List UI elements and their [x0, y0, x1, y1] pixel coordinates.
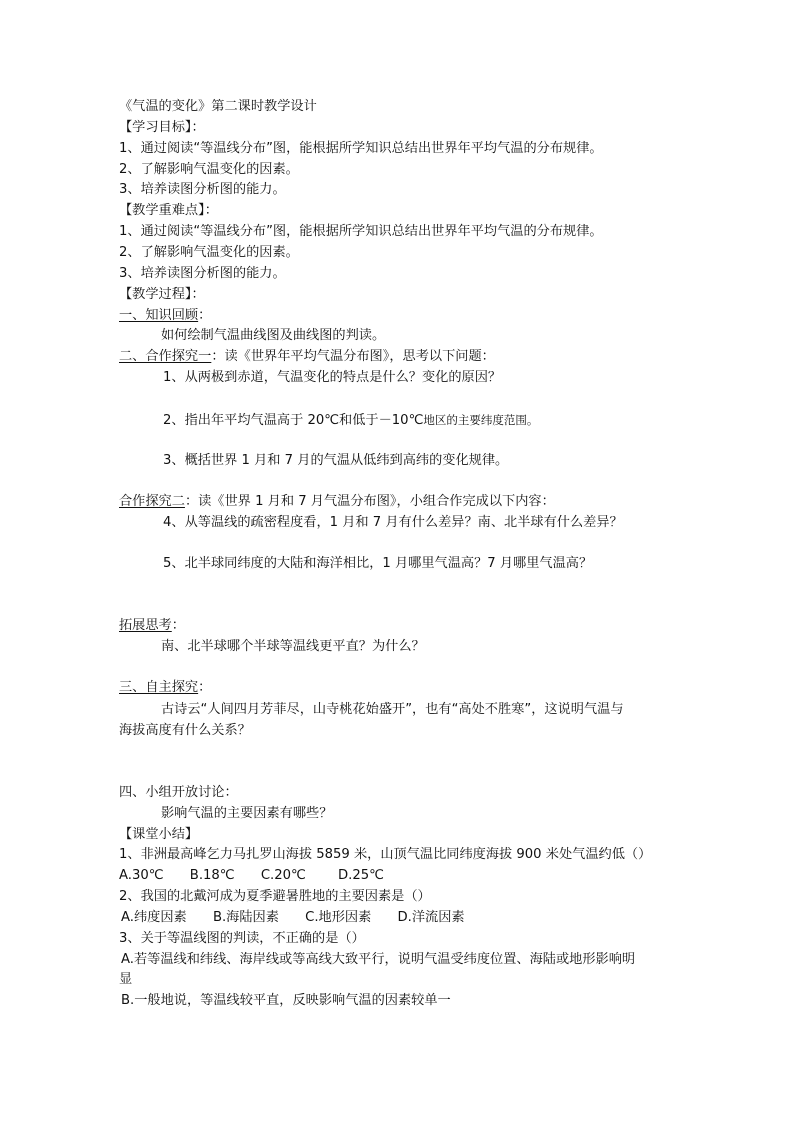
- exercise-3-option-a: A.若等温线和纬线、海岸线或等高线大致平行，说明气温受纬度位置、海陆或地形影响明: [121, 952, 636, 967]
- key-point-item: 2、了解影响气温变化的因素。: [119, 245, 299, 260]
- key-point-item: 3、培养读图分析图的能力。: [119, 266, 286, 281]
- section1-heading: [119, 306, 211, 326]
- section3-heading: [119, 678, 211, 698]
- summary-heading: 【课堂小结】: [119, 827, 199, 842]
- option-d: D.洋流因素: [397, 910, 465, 925]
- option-b: B.18℃: [189, 868, 235, 883]
- exercise-1-options: [119, 866, 384, 886]
- exercise-2: 2、我国的北戴河成为夏季避暑胜地的主要因素是（）: [119, 889, 431, 904]
- extension-colon: ：: [171, 618, 185, 633]
- section3-line1: 古诗云“人间四月芳菲尽，山寺桃花始盛开”，也有“高处不胜寒”，这说明气温与: [161, 702, 624, 717]
- section2-heading: [119, 347, 495, 367]
- section3-colon: ：: [198, 680, 212, 695]
- option-c: C.20℃: [260, 868, 306, 883]
- option-c: C.地形因素: [305, 910, 372, 925]
- exercise-1: 1、非洲最高峰乞力马扎罗山海拔 5859 米，山顶气温比同纬度海拔 900 米处气温约低（）: [119, 847, 652, 862]
- question-4: 4、从等温线的疏密程度看，1 月和 7 月有什么差异？南、北半球有什么差异？: [163, 515, 623, 530]
- process-heading: 【教学过程】：: [119, 287, 205, 302]
- objective-item: 3、培养读图分析图的能力。: [119, 182, 286, 197]
- option-b: B.海陆因素: [212, 910, 279, 925]
- option-a: A.30℃: [119, 868, 164, 883]
- section4-heading: 四、小组开放讨论：: [119, 785, 238, 800]
- exercise-2-options: [121, 908, 465, 928]
- section2b-label: 合作探究二: [119, 494, 185, 509]
- document-title: 《气温的变化》第二课时教学设计: [119, 99, 317, 114]
- question-2-part-b: 地区的主要纬度范围。: [423, 413, 539, 427]
- question-5: 5、北半球同纬度的大陆和海洋相比，1 月哪里气温高？7 月哪里气温高？: [163, 556, 593, 571]
- section1-colon: ：: [198, 308, 212, 323]
- option-a: A.纬度因素: [121, 910, 187, 925]
- section2-intro: ：读《世界年平均气温分布图》，思考以下问题：: [211, 349, 495, 364]
- section3-label: 三、自主探究: [119, 680, 199, 695]
- question-3: 3、概括世界 1 月和 7 月的气温从低纬到高纬的变化规律。: [163, 453, 509, 468]
- section3-line2: 海拔高度有什么关系？: [119, 723, 251, 738]
- objectives-heading: 【学习目标】：: [119, 120, 205, 135]
- exercise-3-option-b: B.一般地说，等温线较平直，反映影响气温的因素较单一: [121, 993, 451, 1008]
- extension-label: 拓展思考: [119, 618, 172, 633]
- question-2-part-a: 2、指出年平均气温高于 20℃和低于－10℃: [163, 413, 424, 428]
- objective-item: 2、了解影响气温变化的因素。: [119, 162, 299, 177]
- section1-label: 一、知识回顾: [119, 308, 199, 323]
- extension-content: 南、北半球哪个半球等温线更平直？为什么？: [161, 639, 425, 654]
- section1-content: 如何绘制气温曲线图及曲线图的判读。: [161, 328, 386, 343]
- option-d: D.25℃: [338, 868, 384, 883]
- section2b-heading: [119, 492, 555, 512]
- extension-heading: [119, 616, 185, 636]
- exercise-3-option-a-cont: 显: [119, 972, 133, 987]
- section4-content: 影响气温的主要因素有哪些？: [161, 806, 333, 821]
- exercise-3: 3、关于等温线图的判读，不正确的是（）: [119, 931, 365, 946]
- objective-item: 1、通过阅读“等温线分布”图，能根据所学知识总结出世界年平均气温的分布规律。: [119, 141, 603, 156]
- question-1: 1、从两极到赤道，气温变化的特点是什么？变化的原因？: [163, 370, 502, 385]
- section2b-intro: ：读《世界 1 月和 7 月气温分布图》，小组合作完成以下内容：: [184, 494, 555, 509]
- question-2: [163, 410, 538, 430]
- key-point-item: 1、通过阅读“等温线分布”图，能根据所学知识总结出世界年平均气温的分布规律。: [119, 224, 603, 239]
- section2-label: 二、合作探究一: [119, 349, 212, 364]
- key-points-heading: 【教学重难点】：: [119, 203, 218, 218]
